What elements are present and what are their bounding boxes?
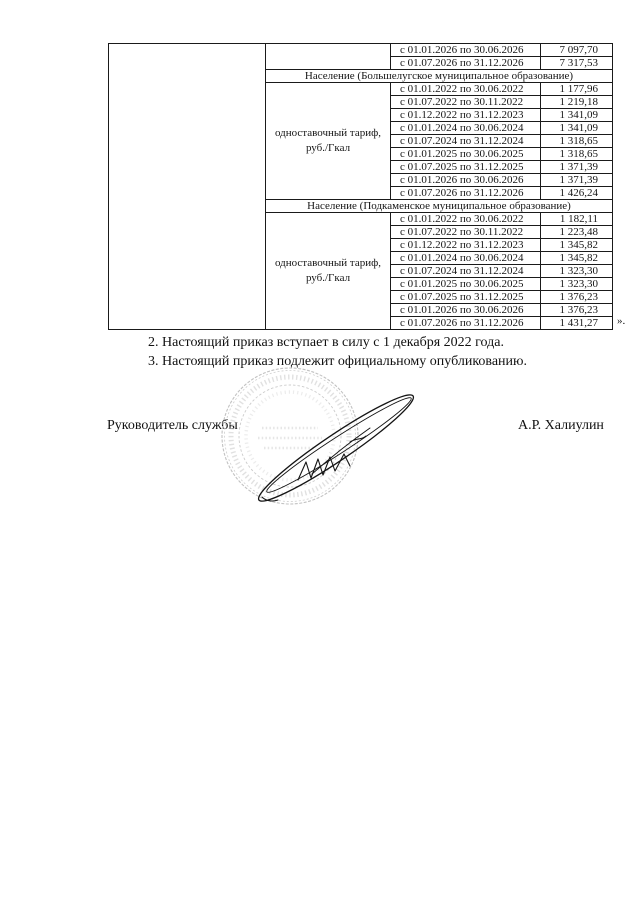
period-cell: с 01.12.2022 по 31.12.2023 (391, 239, 541, 252)
stamp-center-marks (258, 428, 322, 448)
period-cell: с 01.01.2026 по 30.06.2026 (391, 174, 541, 187)
tariff-value-cell: 1 318,65 (541, 135, 613, 148)
blank-column-cell (109, 44, 266, 330)
official-stamp (222, 368, 358, 504)
order-paragraph-3: 3. Настоящий приказ подлежит официальному опубликованию. (148, 354, 527, 369)
period-cell: с 01.01.2026 по 30.06.2026 (391, 304, 541, 317)
order-paragraph-2: 2. Настоящий приказ вступает в силу с 1 декабря 2022 года. (148, 335, 504, 350)
stamp-and-signature (200, 362, 430, 512)
tariff-value-cell: 1 219,18 (541, 96, 613, 109)
table-row (109, 44, 613, 57)
period-cell: с 01.07.2025 по 31.12.2025 (391, 161, 541, 174)
stamp-lettering-ring (231, 377, 349, 495)
period-cell: с 01.07.2026 по 31.12.2026 (391, 317, 541, 330)
tariff-type-label: одноставочный тариф, руб./Гкал (274, 257, 381, 284)
period-cell: с 01.07.2025 по 31.12.2025 (391, 291, 541, 304)
tariff-value-cell: 1 341,09 (541, 122, 613, 135)
tariff-value-cell: 1 371,39 (541, 174, 613, 187)
tariff-value-cell: 1 345,82 (541, 252, 613, 265)
period-cell: с 01.01.2022 по 30.06.2022 (391, 213, 541, 226)
tariff-value-cell: 1 376,23 (541, 304, 613, 317)
handwritten-signature (252, 385, 421, 511)
tariff-type-cell (266, 83, 391, 200)
signatory-position: Руководитель службы (107, 418, 238, 433)
tariff-value-cell: 1 177,96 (541, 83, 613, 96)
tariff-type-label: одноставочный тариф, руб./Гкал (274, 127, 381, 154)
period-cell: с 01.07.2022 по 30.11.2022 (391, 96, 541, 109)
stamp-outer-ring (222, 368, 358, 504)
period-cell: с 01.01.2025 по 30.06.2025 (391, 278, 541, 291)
period-cell: с 01.07.2026 по 31.12.2026 (391, 57, 541, 70)
tariff-value-cell: 1 182,11 (541, 213, 613, 226)
tariff-type-cell (266, 213, 391, 330)
stamp-inner-lettering (246, 392, 334, 480)
period-cell: с 01.01.2024 по 30.06.2024 (391, 122, 541, 135)
signature-stroke (312, 428, 370, 474)
period-cell: с 01.01.2024 по 30.06.2024 (391, 252, 541, 265)
tariff-value-cell: 1 323,30 (541, 265, 613, 278)
period-cell: с 01.12.2022 по 31.12.2023 (391, 109, 541, 122)
signatory-name: А.Р. Халиулин (518, 418, 604, 433)
group-heading: Население (Большелугское муниципальное образование) (266, 70, 613, 83)
closing-quote-mark: ». (617, 315, 626, 327)
tariff-type-cell (266, 44, 391, 70)
signature-scribble (298, 454, 350, 480)
stamp-outer-ring-inner (225, 371, 356, 502)
period-cell: с 01.01.2026 по 30.06.2026 (391, 44, 541, 57)
period-cell: с 01.07.2024 по 31.12.2024 (391, 135, 541, 148)
tariff-value-cell: 1 371,39 (541, 161, 613, 174)
signature-tail (262, 497, 278, 501)
period-cell: с 01.07.2022 по 30.11.2022 (391, 226, 541, 239)
period-cell: с 01.07.2026 по 31.12.2026 (391, 187, 541, 200)
period-cell: с 01.07.2024 по 31.12.2024 (391, 265, 541, 278)
tariff-value-cell: 1 318,65 (541, 148, 613, 161)
stamp-inner-ring (239, 385, 341, 487)
tariff-value-cell: 1 323,30 (541, 278, 613, 291)
tariff-value-cell: 1 345,82 (541, 239, 613, 252)
tariff-value-cell: 1 431,27 (541, 317, 613, 330)
period-cell: с 01.01.2022 по 30.06.2022 (391, 83, 541, 96)
tariff-value-cell: 7 097,70 (541, 44, 613, 57)
tariff-value-cell: 1 426,24 (541, 187, 613, 200)
tariff-value-cell: 1 376,23 (541, 291, 613, 304)
tariff-value-cell: 1 341,09 (541, 109, 613, 122)
group-heading: Население (Подкаменское муниципальное образование) (266, 200, 613, 213)
signature-outer-loop (252, 385, 421, 511)
period-cell: с 01.01.2025 по 30.06.2025 (391, 148, 541, 161)
tariff-value-cell: 1 223,48 (541, 226, 613, 239)
signature-inner-loop (263, 391, 416, 498)
tariff-table (108, 43, 613, 330)
tariff-value-cell: 7 317,53 (541, 57, 613, 70)
